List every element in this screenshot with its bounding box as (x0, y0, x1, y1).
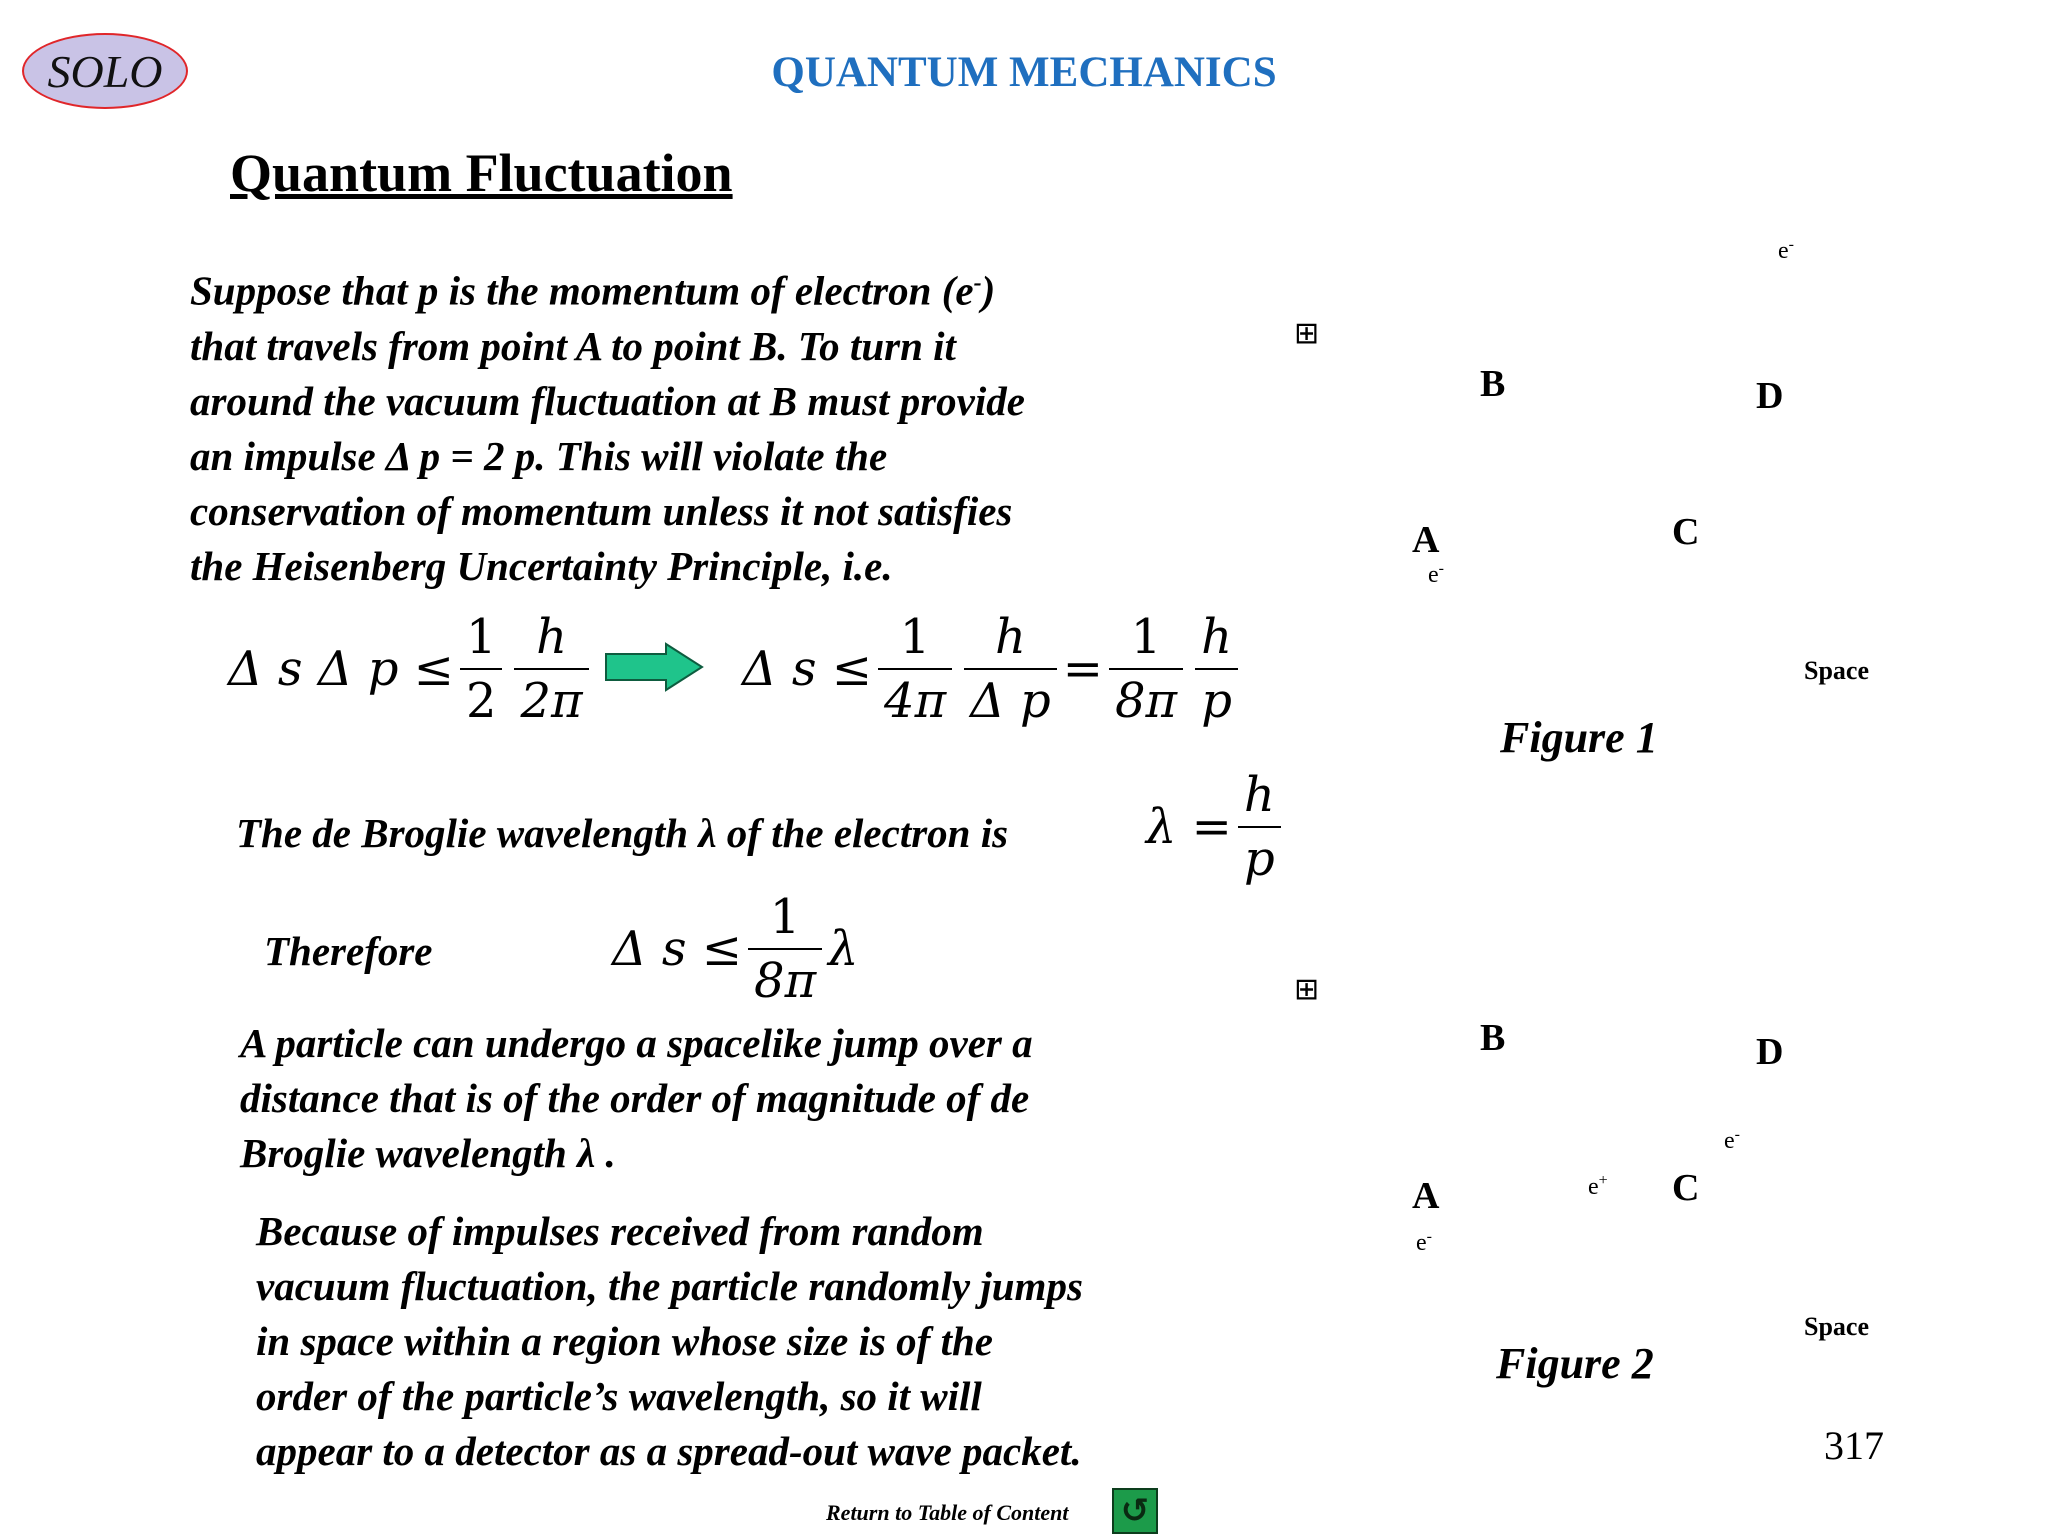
fig1-label-c: C (1672, 511, 1700, 553)
small-glyph-icon: ⊞ (1294, 972, 1320, 1007)
delta-s-equation (742, 606, 1244, 732)
eq3-fraction: $\frac{1}{8\pi}$ (748, 886, 822, 1012)
fig2-caption: Figure 2 (1496, 1339, 1654, 1388)
lambda-fraction: $\frac{h}{p}$ (1238, 764, 1281, 890)
fig1-caption: Figure 1 (1500, 713, 1658, 762)
intro-line-3: around the vacuum fluctuation at B must provide (190, 377, 1025, 424)
impulse-line-4: order of the particle’s wavelength, so it will (256, 1373, 982, 1419)
impulse-line-5: appear to a detector as a spread-out wave packet. (256, 1428, 1082, 1474)
intro-line-5: conservation of momentum unless it not satisfies (190, 487, 1013, 534)
right-arrow-icon (604, 642, 704, 692)
eq3-rhs: λ (828, 921, 859, 977)
eq1-fraction-1: $\frac{1}{2}$ (460, 606, 503, 732)
slide-title: Quantum Fluctuation (230, 143, 733, 203)
return-to-toc-link[interactable]: Return to Table of Content (826, 1500, 1069, 1525)
jump-paragraph (240, 1016, 1240, 1181)
header-title: QUANTUM MECHANICS (771, 49, 1277, 96)
fig1-electron-top: e- (1778, 236, 1794, 264)
fig1-label-b: B (1480, 363, 1506, 405)
fig2-positron: e+ (1588, 1172, 1608, 1200)
jump-line-2: distance that is of the order of magnitude of de (240, 1075, 1030, 1121)
intro-line-1: Suppose that p is the momentum of electron (e-) (190, 267, 996, 314)
return-arrow-icon: ↺ (1120, 1491, 1150, 1531)
small-glyph-icon: ⊞ (1294, 316, 1320, 351)
fig2-electron-a: e- (1416, 1228, 1432, 1256)
lambda-lhs: λ = (1146, 799, 1232, 855)
eq2-fraction-3: $\frac{1}{8\pi}$ (1109, 606, 1183, 732)
fig2-label-b: B (1480, 1017, 1506, 1059)
intro-paragraph (190, 256, 1250, 594)
intro-line-2: that travels from point A to point B. To turn it (190, 322, 956, 369)
eq2-lhs: Δ s ≤ (742, 641, 873, 697)
solo-logo-text: SOLO (47, 45, 163, 97)
fig2-electron: e- (1724, 1126, 1740, 1154)
debroglie-text: The de Broglie wavelength λ of the electron is (236, 810, 1009, 856)
intro-line-6: the Heisenberg Uncertainty Principle, i.e. (190, 542, 893, 589)
eq2-fraction-2: $\frac{h}{\text{Δ p}}$ (964, 606, 1057, 732)
impulse-line-2: vacuum fluctuation, the particle randomly jumps (256, 1263, 1083, 1309)
jump-line-3: Broglie wavelength λ . (240, 1130, 616, 1176)
eq2-fraction-1: $\frac{1}{4\pi}$ (878, 606, 952, 732)
fig2-label-c: C (1672, 1167, 1700, 1209)
jump-equation (612, 886, 859, 1012)
uncertainty-equation (228, 606, 595, 732)
fig1-label-d: D (1756, 375, 1784, 417)
fig2-label-d: D (1756, 1031, 1784, 1073)
intro-line-4: an impulse Δ p = 2 p. This will violate the (190, 432, 888, 479)
eq1-lhs: Δ s Δ p ≤ (228, 641, 454, 697)
fig1-space-label: Space (1804, 656, 1869, 685)
impulse-line-1: Because of impulses received from random (256, 1208, 984, 1254)
fig2-label-a: A (1412, 1175, 1440, 1217)
eq1-fraction-2: $\frac{h}{2\pi}$ (514, 606, 588, 732)
eq2-equals: = (1062, 641, 1103, 697)
therefore-label: Therefore (264, 928, 433, 974)
page-number: 317 (1824, 1423, 1884, 1468)
fig1-label-a: A (1412, 519, 1440, 561)
fig2-space-label: Space (1804, 1312, 1869, 1341)
eq2-fraction-4: $\frac{h}{p}$ (1195, 606, 1238, 732)
lambda-equation (1146, 764, 1287, 890)
return-button[interactable] (1112, 1488, 1158, 1534)
impulse-paragraph (256, 1204, 1256, 1479)
jump-line-1: A particle can undergo a spacelike jump over a (240, 1020, 1033, 1066)
impulse-line-3: in space within a region whose size is of the (256, 1318, 993, 1364)
fig1-electron-a: e- (1428, 560, 1444, 588)
eq3-lhs: Δ s ≤ (612, 921, 743, 977)
